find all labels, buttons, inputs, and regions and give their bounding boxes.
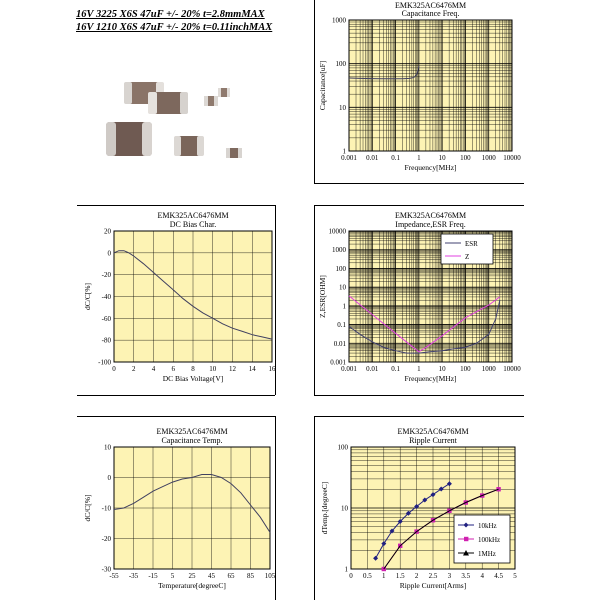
x-tick-label: 1 (382, 572, 386, 580)
capacitance-freq-chart (315, 0, 524, 183)
x-tick-label: 0.01 (366, 365, 379, 373)
x-tick-label: 3.5 (461, 572, 471, 580)
y-tick-label: -30 (101, 565, 111, 574)
x-tick-label: 1 (417, 365, 421, 373)
impedance-esr-chart (315, 206, 524, 395)
capacitance-temp-chart (78, 417, 275, 600)
legend-label: 10kHz (478, 522, 497, 530)
x-axis-label: Ripple Current[Arms] (399, 581, 467, 590)
y-tick-label: 100 (335, 264, 346, 273)
x-tick-label: 4.5 (494, 572, 503, 580)
y-tick-label: -80 (101, 336, 111, 345)
chart-subtitle: Capacitance Freq. (401, 9, 460, 18)
y-tick-label: -20 (101, 271, 111, 280)
x-tick-label: 0 (112, 365, 116, 373)
x-tick-label: 12 (229, 365, 236, 373)
capacitor-chip-2 (148, 92, 188, 114)
spec-header (76, 8, 306, 34)
legend-esr-label: ESR (465, 240, 478, 248)
x-tick-label: 10 (209, 365, 217, 373)
x-tick-label: 10000 (503, 154, 521, 162)
y-tick-label: 1 (342, 147, 346, 156)
y-tick-label: 1 (344, 565, 348, 574)
frame-line (314, 183, 524, 184)
x-axis-label: Temperature[degreeC] (158, 581, 226, 590)
x-tick-label: 100 (460, 154, 471, 162)
x-axis-label: DC Bias Voltage[V] (162, 374, 224, 383)
ripple-current-svg (315, 417, 524, 600)
chart-title: EMK325AC6476MM (156, 427, 228, 436)
chart-subtitle: DC Bias Char. (169, 220, 217, 229)
y-axis-label: dTemp.[degreeC] (320, 481, 329, 535)
y-tick-label: 1000 (332, 16, 346, 25)
x-tick-label: 8 (191, 365, 195, 373)
capacitor-chip-3 (204, 96, 218, 106)
x-tick-label: 10 (438, 154, 446, 162)
x-tick-label: 2 (132, 365, 136, 373)
y-tick-label: 0.01 (333, 339, 346, 348)
y-axis-label: Z,ESR[OHM] (318, 275, 327, 318)
x-tick-label: 100 (460, 365, 471, 373)
y-tick-label: 0 (107, 474, 111, 482)
x-tick-label: 105 (264, 572, 275, 580)
x-axis-label: Frequency[MHz] (404, 163, 457, 172)
x-tick-label: 0.1 (391, 154, 400, 162)
y-axis-label: dC/C[%] (83, 282, 92, 311)
x-tick-label: 1 (417, 154, 421, 162)
frame-line (275, 416, 276, 600)
spec-line-1: 16V 3225 X6S 47uF +/- 20% t=2.8mmMAX (76, 9, 265, 20)
x-tick-label: 45 (208, 572, 215, 580)
x-tick-label: 0.01 (366, 154, 379, 162)
frame-line (275, 205, 276, 395)
y-tick-label: -100 (98, 358, 111, 367)
ripple-current-chart (315, 417, 524, 600)
y-tick-label: -40 (101, 293, 111, 301)
spec-line-2: 16V 1210 X6S 47uF +/- 20% t=0.11inchMAX (76, 22, 273, 33)
y-tick-label: -60 (101, 314, 111, 323)
x-tick-label: 4 (480, 572, 484, 580)
impedance-esr-svg (315, 206, 524, 395)
x-tick-label: -35 (128, 572, 139, 580)
capacitor-chip-5 (106, 122, 152, 156)
x-tick-label: 2 (414, 572, 419, 580)
chart-title: EMK325AC6476MM (394, 1, 467, 10)
x-tick-label: 4 (151, 365, 156, 373)
y-axis-label: Capacitance[uF] (318, 60, 327, 111)
chart-title: EMK325AC6476MM (394, 211, 467, 220)
y-tick-label: 0.001 (330, 358, 346, 367)
y-tick-label: 100 (337, 443, 348, 452)
y-tick-label: -10 (101, 504, 111, 513)
chart-subtitle: Ripple Current (409, 436, 457, 445)
x-tick-label: 14 (248, 365, 256, 373)
x-tick-label: 0.001 (341, 365, 357, 373)
capacitor-chip-4 (218, 88, 230, 97)
x-tick-label: 5 (513, 572, 517, 580)
capacitance-freq-svg (315, 0, 524, 183)
x-tick-label: -15 (148, 572, 158, 580)
y-tick-label: 1 (342, 302, 346, 311)
x-tick-label: 1.5 (395, 572, 405, 580)
y-tick-label: 0 (107, 249, 111, 258)
y-tick-label: 10 (339, 103, 346, 112)
x-tick-label: 5 (170, 572, 175, 580)
y-tick-label: -20 (101, 535, 111, 543)
y-tick-label: 10 (339, 283, 346, 292)
dc-bias-chart (78, 206, 275, 395)
x-tick-label: 85 (247, 572, 254, 580)
x-tick-label: 65 (227, 572, 235, 580)
legend-marker (464, 537, 468, 541)
x-tick-label: 0.001 (341, 154, 357, 162)
chart-subtitle: Capacitance Temp. (161, 436, 223, 445)
frame-line (314, 395, 524, 396)
legend-z-label: Z (465, 253, 470, 261)
y-tick-label: 10 (104, 443, 111, 452)
x-tick-label: -55 (109, 572, 119, 580)
y-tick-label: 10000 (328, 227, 346, 236)
x-tick-label: 10 (438, 365, 446, 373)
x-tick-label: 2.5 (428, 572, 438, 580)
x-tick-label: 0 (349, 572, 353, 580)
dc-bias-svg (78, 206, 275, 395)
chart-title: EMK325AC6476MM (397, 427, 469, 436)
y-axis-label: dC/C[%] (83, 494, 92, 522)
y-tick-label: 20 (104, 227, 111, 236)
capacitor-chip-7 (226, 148, 242, 158)
y-tick-label: 10 (341, 504, 348, 513)
x-tick-label: 0.1 (391, 365, 400, 373)
y-tick-label: 0.1 (337, 321, 346, 330)
y-tick-label: 100 (335, 60, 346, 69)
x-tick-label: 1000 (481, 365, 496, 373)
x-axis-label: Frequency[MHz] (404, 374, 457, 383)
capacitor-chip-6 (174, 136, 204, 156)
x-tick-label: 6 (171, 365, 175, 373)
x-tick-label: 1000 (481, 154, 496, 162)
x-tick-label: 0.5 (363, 572, 372, 580)
legend-label: 1MHz (478, 550, 496, 558)
frame-line (77, 395, 275, 396)
x-tick-label: 3 (447, 572, 452, 580)
capacitor-product-photo (96, 64, 276, 174)
chart-title: EMK325AC6476MM (157, 211, 229, 220)
y-tick-label: 1000 (332, 246, 346, 255)
capacitance-temp-svg (78, 417, 275, 600)
legend-label: 100kHz (478, 536, 501, 544)
chart-subtitle: Impedance,ESR Freq. (395, 220, 466, 229)
x-tick-label: 25 (188, 572, 196, 580)
x-tick-label: 16 (268, 365, 275, 373)
x-tick-label: 10000 (503, 365, 521, 373)
